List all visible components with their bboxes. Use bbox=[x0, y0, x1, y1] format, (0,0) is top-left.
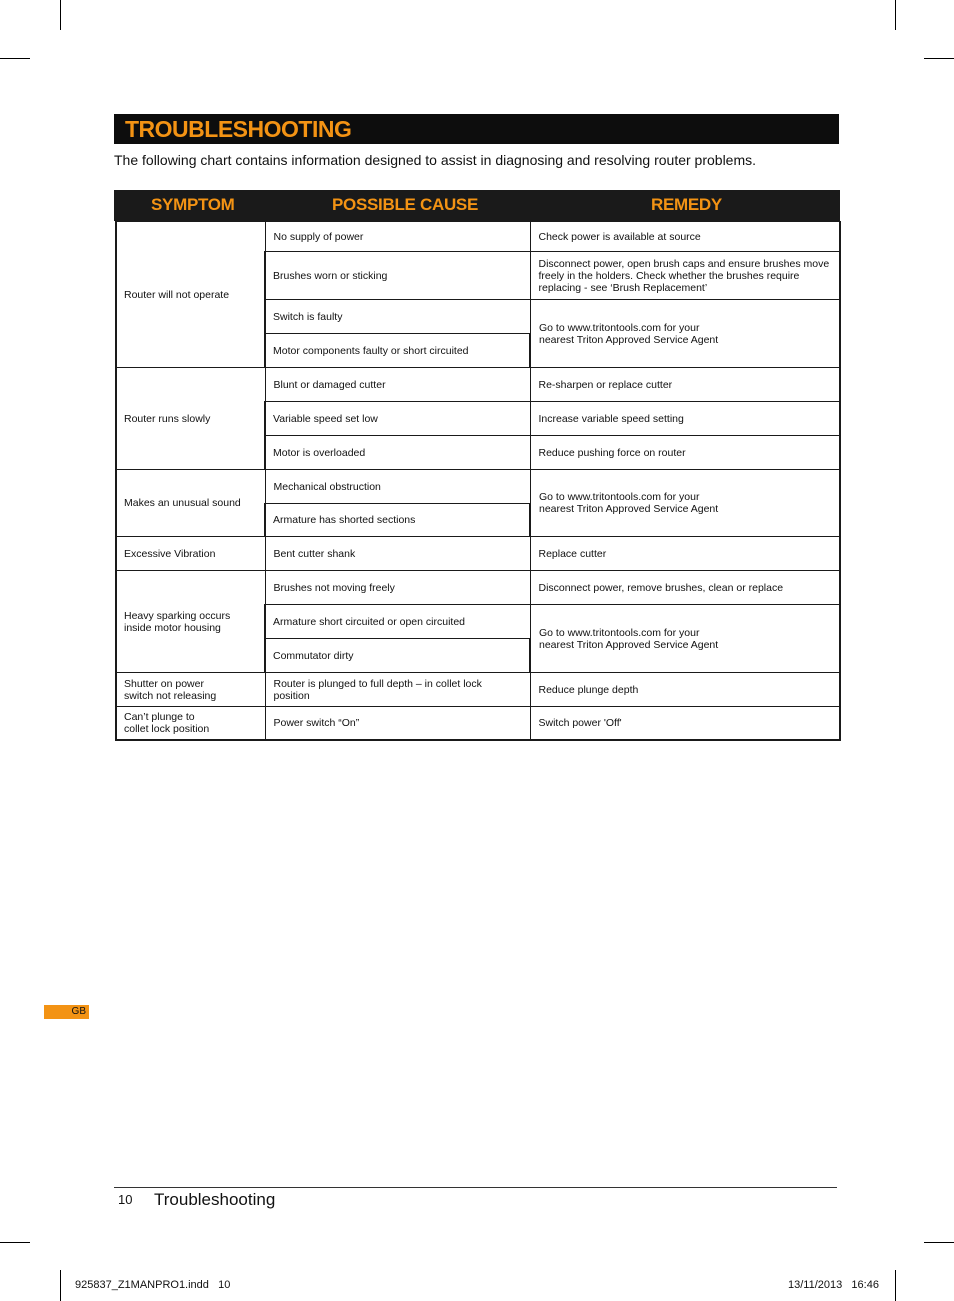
cause-cell: Switch is faulty bbox=[265, 300, 530, 334]
cause-cell: Brushes worn or sticking bbox=[265, 252, 530, 300]
footer-rule bbox=[114, 1187, 837, 1188]
remedy-cell: Go to www.tritontools.com for your nearest Triton Approved Service Agent bbox=[530, 605, 840, 673]
table-header bbox=[114, 190, 840, 221]
table-row bbox=[116, 222, 840, 252]
footer-section-title: Troubleshooting bbox=[154, 1190, 276, 1209]
page-title: TROUBLESHOOTING bbox=[125, 116, 352, 142]
crop-mark bbox=[0, 58, 30, 59]
column-header-possible-cause: POSSIBLE CAUSE bbox=[332, 195, 478, 214]
cause-cell: Motor components faulty or short circuited bbox=[265, 334, 530, 368]
cause-cell: Router is plunged to full depth – in collet lock position bbox=[265, 673, 530, 707]
remedy-cell: Go to www.tritontools.com for your nearest Triton Approved Service Agent bbox=[530, 300, 840, 368]
section-header bbox=[114, 114, 839, 144]
cause-cell: Commutator dirty bbox=[265, 639, 530, 673]
table-row bbox=[116, 571, 840, 605]
table-row bbox=[116, 707, 840, 740]
remedy-cell: Check power is available at source bbox=[530, 222, 840, 252]
cause-cell: Motor is overloaded bbox=[265, 436, 530, 470]
symptom-cell: Makes an unusual sound bbox=[116, 470, 265, 537]
crop-mark bbox=[924, 1242, 954, 1243]
table-row bbox=[116, 537, 840, 571]
language-tab: GB bbox=[44, 1005, 89, 1019]
cause-cell: Blunt or damaged cutter bbox=[265, 368, 530, 402]
symptom-cell: Can’t plunge to collet lock position bbox=[116, 707, 265, 740]
remedy-cell: Reduce pushing force on router bbox=[530, 436, 840, 470]
table-body bbox=[115, 221, 841, 741]
crop-mark bbox=[924, 58, 954, 59]
remedy-cell: Replace cutter bbox=[530, 537, 840, 571]
symptom-cell: Excessive Vibration bbox=[116, 537, 265, 571]
remedy-cell: Disconnect power, open brush caps and ensure brushes move freely in the holders. Check whether the brushes require replacing - see ‘Brush Replacement’ bbox=[530, 252, 840, 300]
symptom-cell: Router will not operate bbox=[116, 222, 265, 368]
intro-paragraph: The following chart contains information designed to assist in diagnosing and resolving router problems. bbox=[114, 152, 757, 168]
remedy-cell: Reduce plunge depth bbox=[530, 673, 840, 707]
cause-cell: Armature has shorted sections bbox=[265, 504, 530, 537]
remedy-cell: Increase variable speed setting bbox=[530, 402, 840, 436]
column-header-symptom: SYMPTOM bbox=[151, 195, 235, 214]
column-header-remedy: REMEDY bbox=[651, 195, 722, 214]
crop-mark bbox=[60, 1270, 61, 1301]
crop-mark bbox=[60, 0, 61, 30]
cause-cell: Power switch “On” bbox=[265, 707, 530, 740]
crop-mark bbox=[0, 1242, 30, 1243]
remedy-cell: Re-sharpen or replace cutter bbox=[530, 368, 840, 402]
crop-mark bbox=[895, 0, 896, 30]
table-row bbox=[116, 368, 840, 402]
troubleshooting-table bbox=[114, 190, 840, 741]
symptom-cell: Shutter on power switch not releasing bbox=[116, 673, 265, 707]
slug-file: 925837_Z1MANPRO1.indd 10 bbox=[75, 1279, 231, 1291]
cause-cell: Armature short circuited or open circuited bbox=[265, 605, 530, 639]
table-row bbox=[116, 673, 840, 707]
remedy-cell: Switch power 'Off' bbox=[530, 707, 840, 740]
slug-datetime: 13/11/2013 16:46 bbox=[788, 1279, 879, 1291]
cause-cell: Brushes not moving freely bbox=[265, 571, 530, 605]
cause-cell: Mechanical obstruction bbox=[265, 470, 530, 504]
remedy-cell: Go to www.tritontools.com for your nearest Triton Approved Service Agent bbox=[530, 470, 840, 537]
symptom-cell: Router runs slowly bbox=[116, 368, 265, 470]
symptom-cell: Heavy sparking occurs inside motor housing bbox=[116, 571, 265, 673]
crop-mark bbox=[895, 1270, 896, 1301]
table-row bbox=[116, 470, 840, 504]
page-number: 10 bbox=[118, 1192, 133, 1207]
cause-cell: No supply of power bbox=[265, 222, 530, 252]
cause-cell: Variable speed set low bbox=[265, 402, 530, 436]
cause-cell: Bent cutter shank bbox=[265, 537, 530, 571]
remedy-cell: Disconnect power, remove brushes, clean or replace bbox=[530, 571, 840, 605]
